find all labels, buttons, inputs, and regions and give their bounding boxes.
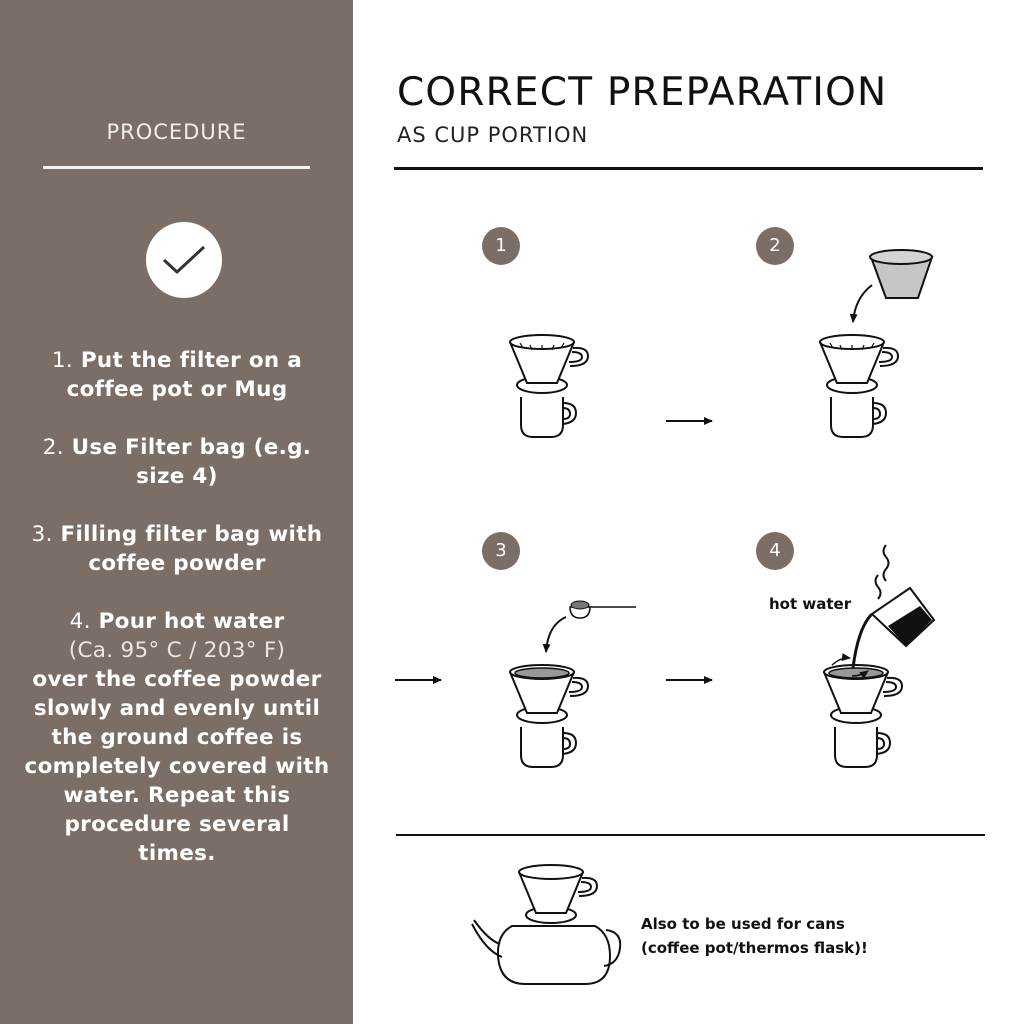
step-3-coffee-powder: [510, 601, 636, 767]
step-text: Pour hot water: [98, 609, 285, 634]
kettle-icon: [872, 588, 934, 646]
step-badge-1: 1: [482, 227, 520, 265]
step-4-pour-hot-water: [824, 545, 934, 767]
teapot-with-dripper-icon: [472, 865, 620, 984]
step-text: Put the filter on a coffee pot or Mug: [66, 348, 303, 402]
hot-water-label: hot water: [769, 595, 852, 613]
step-text-continued: over the coffee powder slowly and evenly until the ground coffee is completely covered with water. Repeat this procedure several times.: [24, 667, 330, 866]
steam-icon: [876, 545, 889, 599]
step-number: 3.: [31, 522, 53, 547]
step-badge-4: 4: [756, 532, 794, 570]
usage-note-line-1: Also to be used for cans: [641, 915, 845, 933]
step-text: Use Filter bag (e.g. size 4): [71, 435, 312, 489]
sidebar-heading: PROCEDURE: [106, 120, 247, 144]
step-text: Filling filter bag with coffee powder: [60, 522, 323, 576]
step-1-dripper-on-mug: [510, 335, 588, 437]
usage-note-line-2: (coffee pot/thermos flask)!: [641, 939, 868, 957]
step-badge-2: 2: [756, 227, 794, 265]
measuring-spoon-icon: [570, 601, 636, 618]
page-title: CORRECT PREPARATION: [397, 70, 888, 115]
usage-note: [641, 912, 868, 960]
section-divider: [396, 834, 985, 836]
step-badge-3: 3: [482, 532, 520, 570]
temperature-note: (Ca. 95° C / 203° F): [68, 638, 286, 663]
step-number: 1.: [51, 348, 74, 373]
page-subtitle: AS CUP PORTION: [397, 123, 589, 147]
step-2-filter-bag: [820, 250, 932, 437]
step-number: 4.: [69, 609, 91, 634]
step-number: 2.: [42, 435, 64, 460]
